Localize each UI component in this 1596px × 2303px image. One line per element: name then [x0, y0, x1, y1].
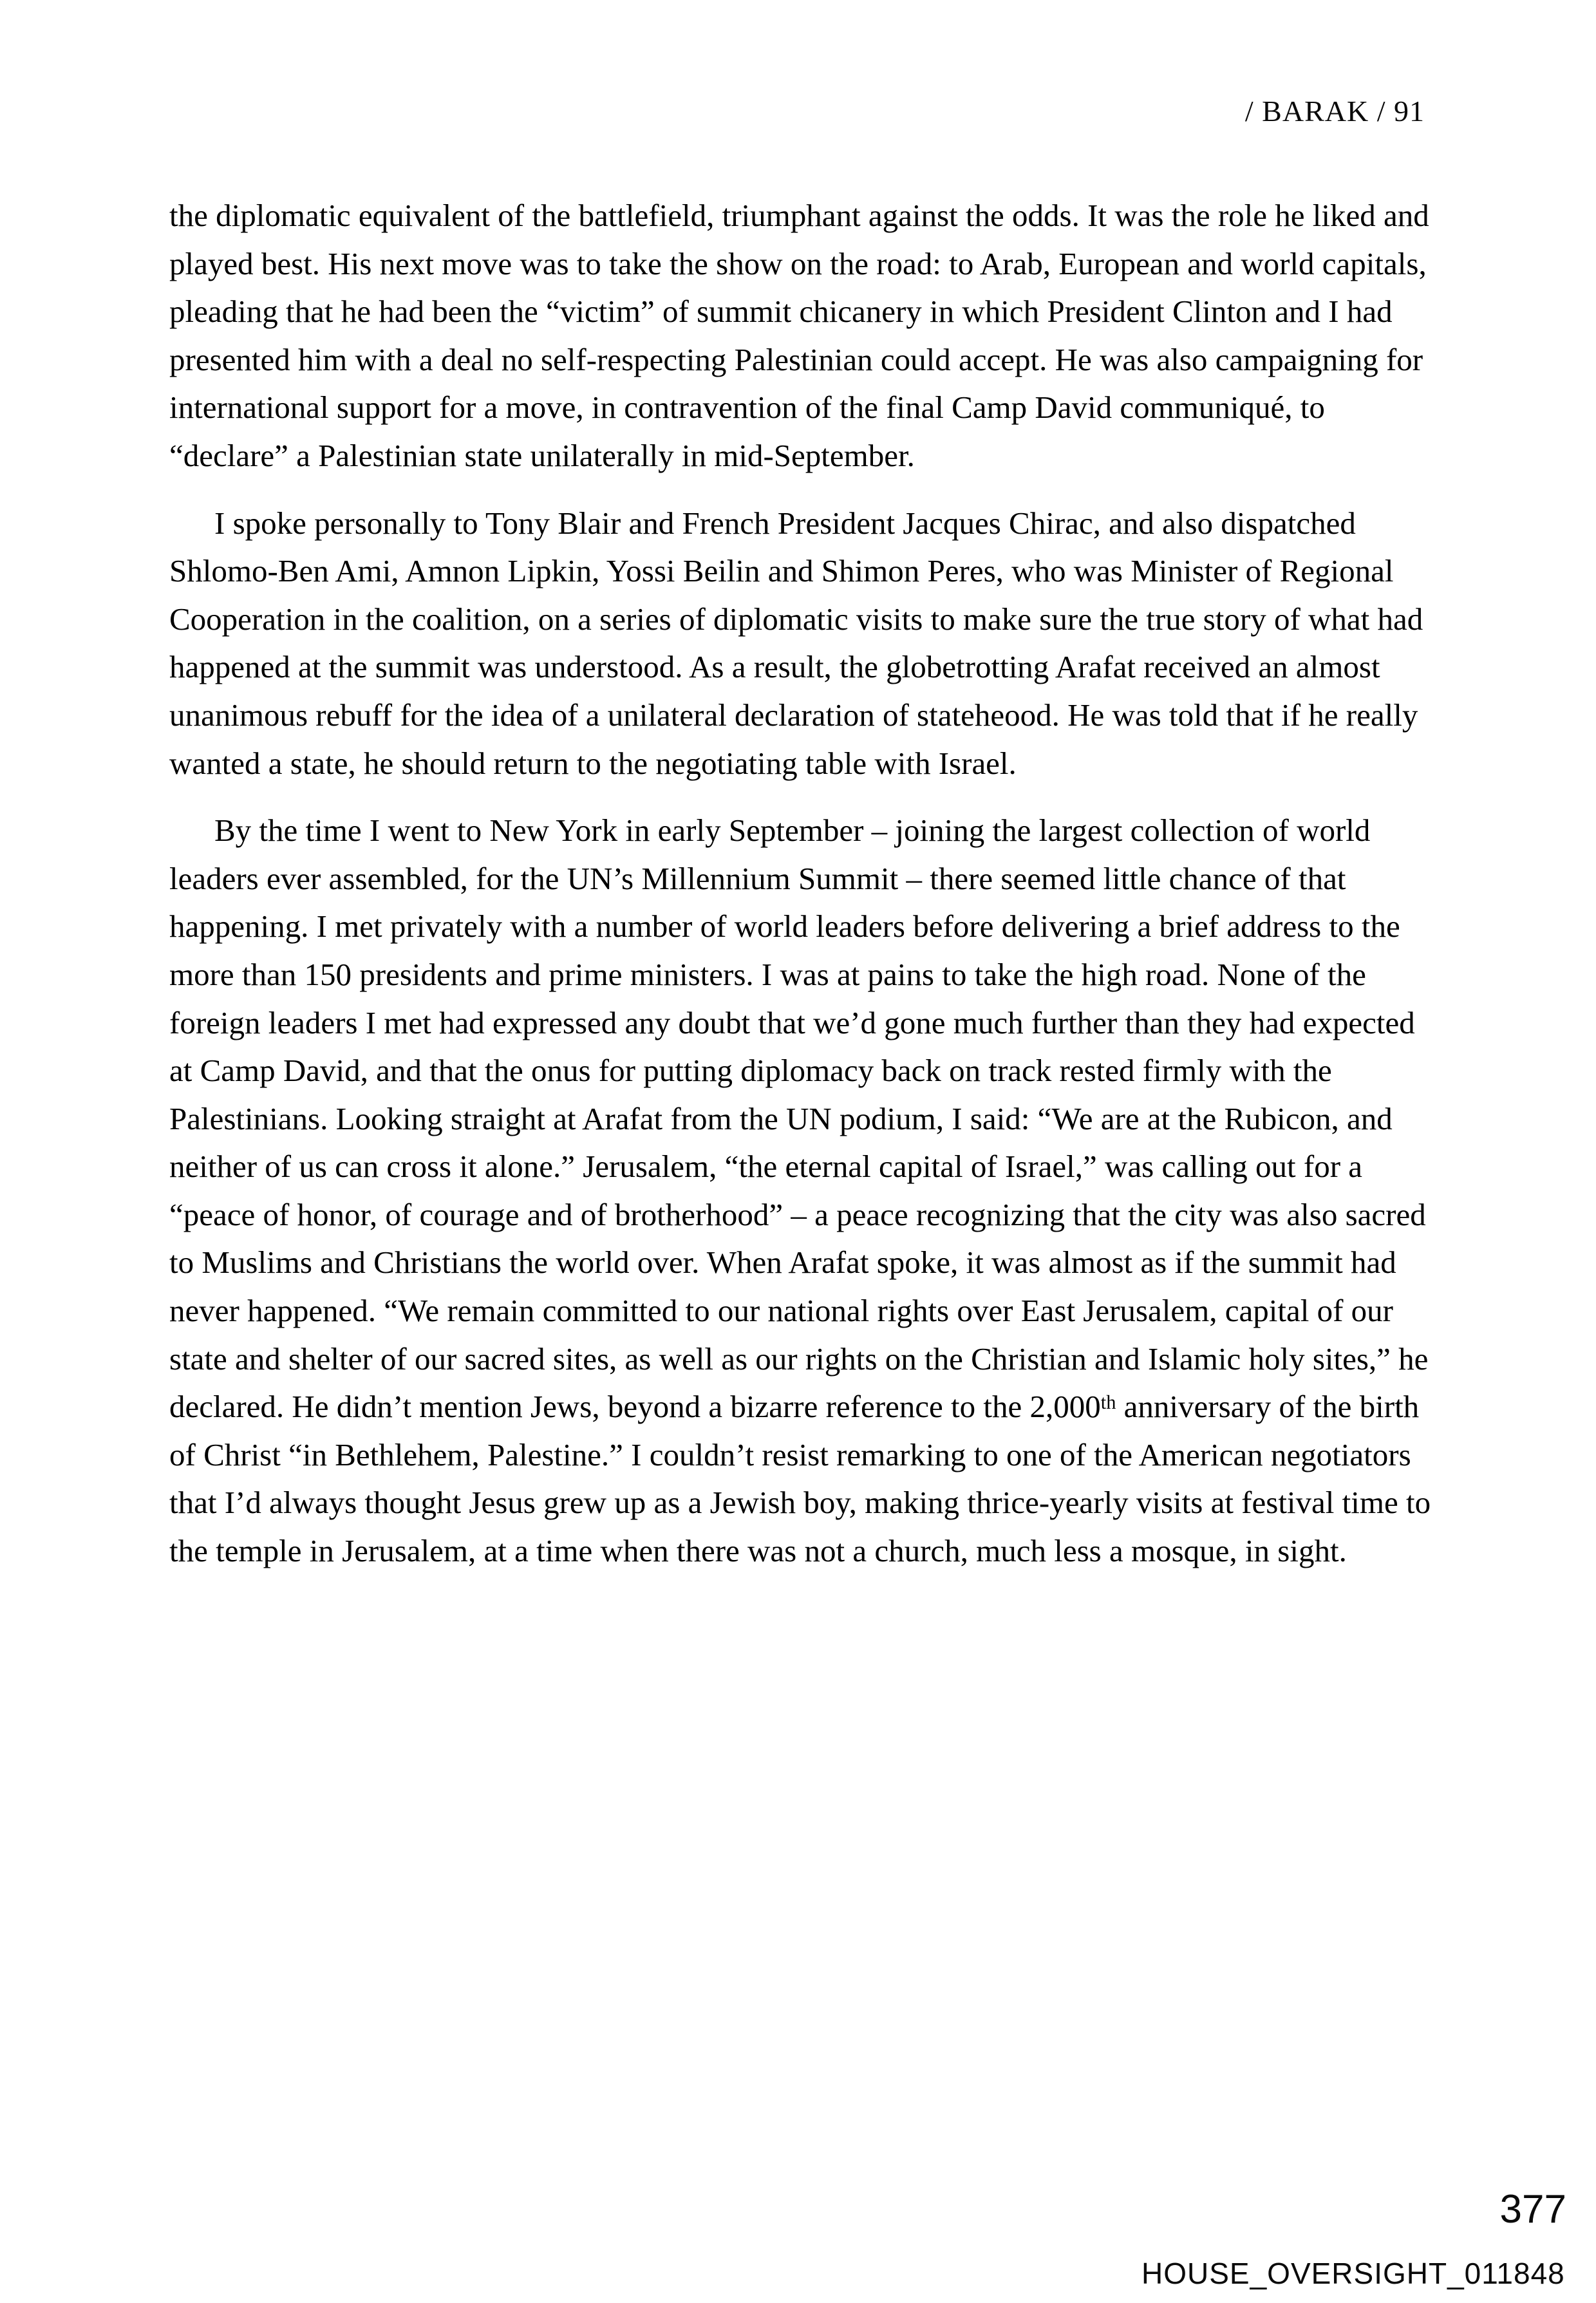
paragraph-3-text-after-superscript: anniversary of the birth of Christ “in Bethlehem, Palestine.” I couldn’t resist remarking to one of the American negotiators that I’d always thought Jesus grew up as a Jewish boy, making thrice-yearly visits at festival time to the temple in Jerusalem, at a time when there was not a church, much less a mosque, in sight.: [169, 1389, 1431, 1569]
bates-stamp: HOUSE_OVERSIGHT_011848: [1141, 2257, 1565, 2290]
running-header: / BARAK / 91: [1244, 95, 1425, 127]
paragraph-1: the diplomatic equivalent of the battlefield, triumphant against the odds. It was the role he liked and played best. His next move was to take the show on the road: to Arab, European and world capitals, pleading that he had been the “victim” of summit chicanery in which President Clinton and I had presented him with a deal no self-respecting Palestinian could accept. He was also campaigning for international support for a move, in contravention of the final Camp David communiqué, to “declare” a Palestinian state unilaterally in mid-September.: [169, 198, 1429, 473]
page-number: 377: [1499, 2187, 1566, 2232]
paragraph-3-text-before-superscript: By the time I went to New York in early September – joining the largest collection of world leaders ever assembled, for the UN’s Millennium Summit – there seemed little chance of that happening. I met privately with a number of world leaders before delivering a brief address to the more than 150 presidents and prime ministers. I was at pains to take the high road. None of the foreign leaders I met had expressed any doubt that we’d gone much further than they had expected at Camp David, and that the onus for putting diplomacy back on track rested firmly with the Palestinians. Looking straight at Arafat from the UN podium, I said: “We are at the Rubicon, and neither of us can cross it alone.” Jerusalem, “the eternal capital of Israel,” was calling out for a “peace of honor, of courage and of brotherhood” – a peace recognizing that the city was also sacred to Muslims and Christians the world over. When Arafat spoke, it was almost as if the summit had never happened. “We remain committed to our national rights over East Jerusalem, capital of our state and shelter of our sacred sites, as well as our rights on the Christian and Islamic holy sites,” he declared. He didn’t mention Jews, beyond a bizarre reference to the 2,000: [169, 813, 1429, 1425]
paragraph-2: I spoke personally to Tony Blair and French President Jacques Chirac, and also dispatched Shlomo-Ben Ami, Amnon Lipkin, Yossi Beilin and Shimon Peres, who was Minister of Regional Cooperation in the coalition, on a series of diplomatic visits to make sure the true story of what had happened at the summit was understood. As a result, the globetrotting Arafat received an almost unanimous rebuff for the idea of a unilateral declaration of stateheood. He was told that if he really wanted a state, he should return to the negotiating table with Israel.: [169, 505, 1423, 781]
ordinal-superscript: th: [1100, 1391, 1116, 1413]
paragraph-3: [169, 807, 1439, 1575]
body-text: [169, 192, 1439, 1575]
